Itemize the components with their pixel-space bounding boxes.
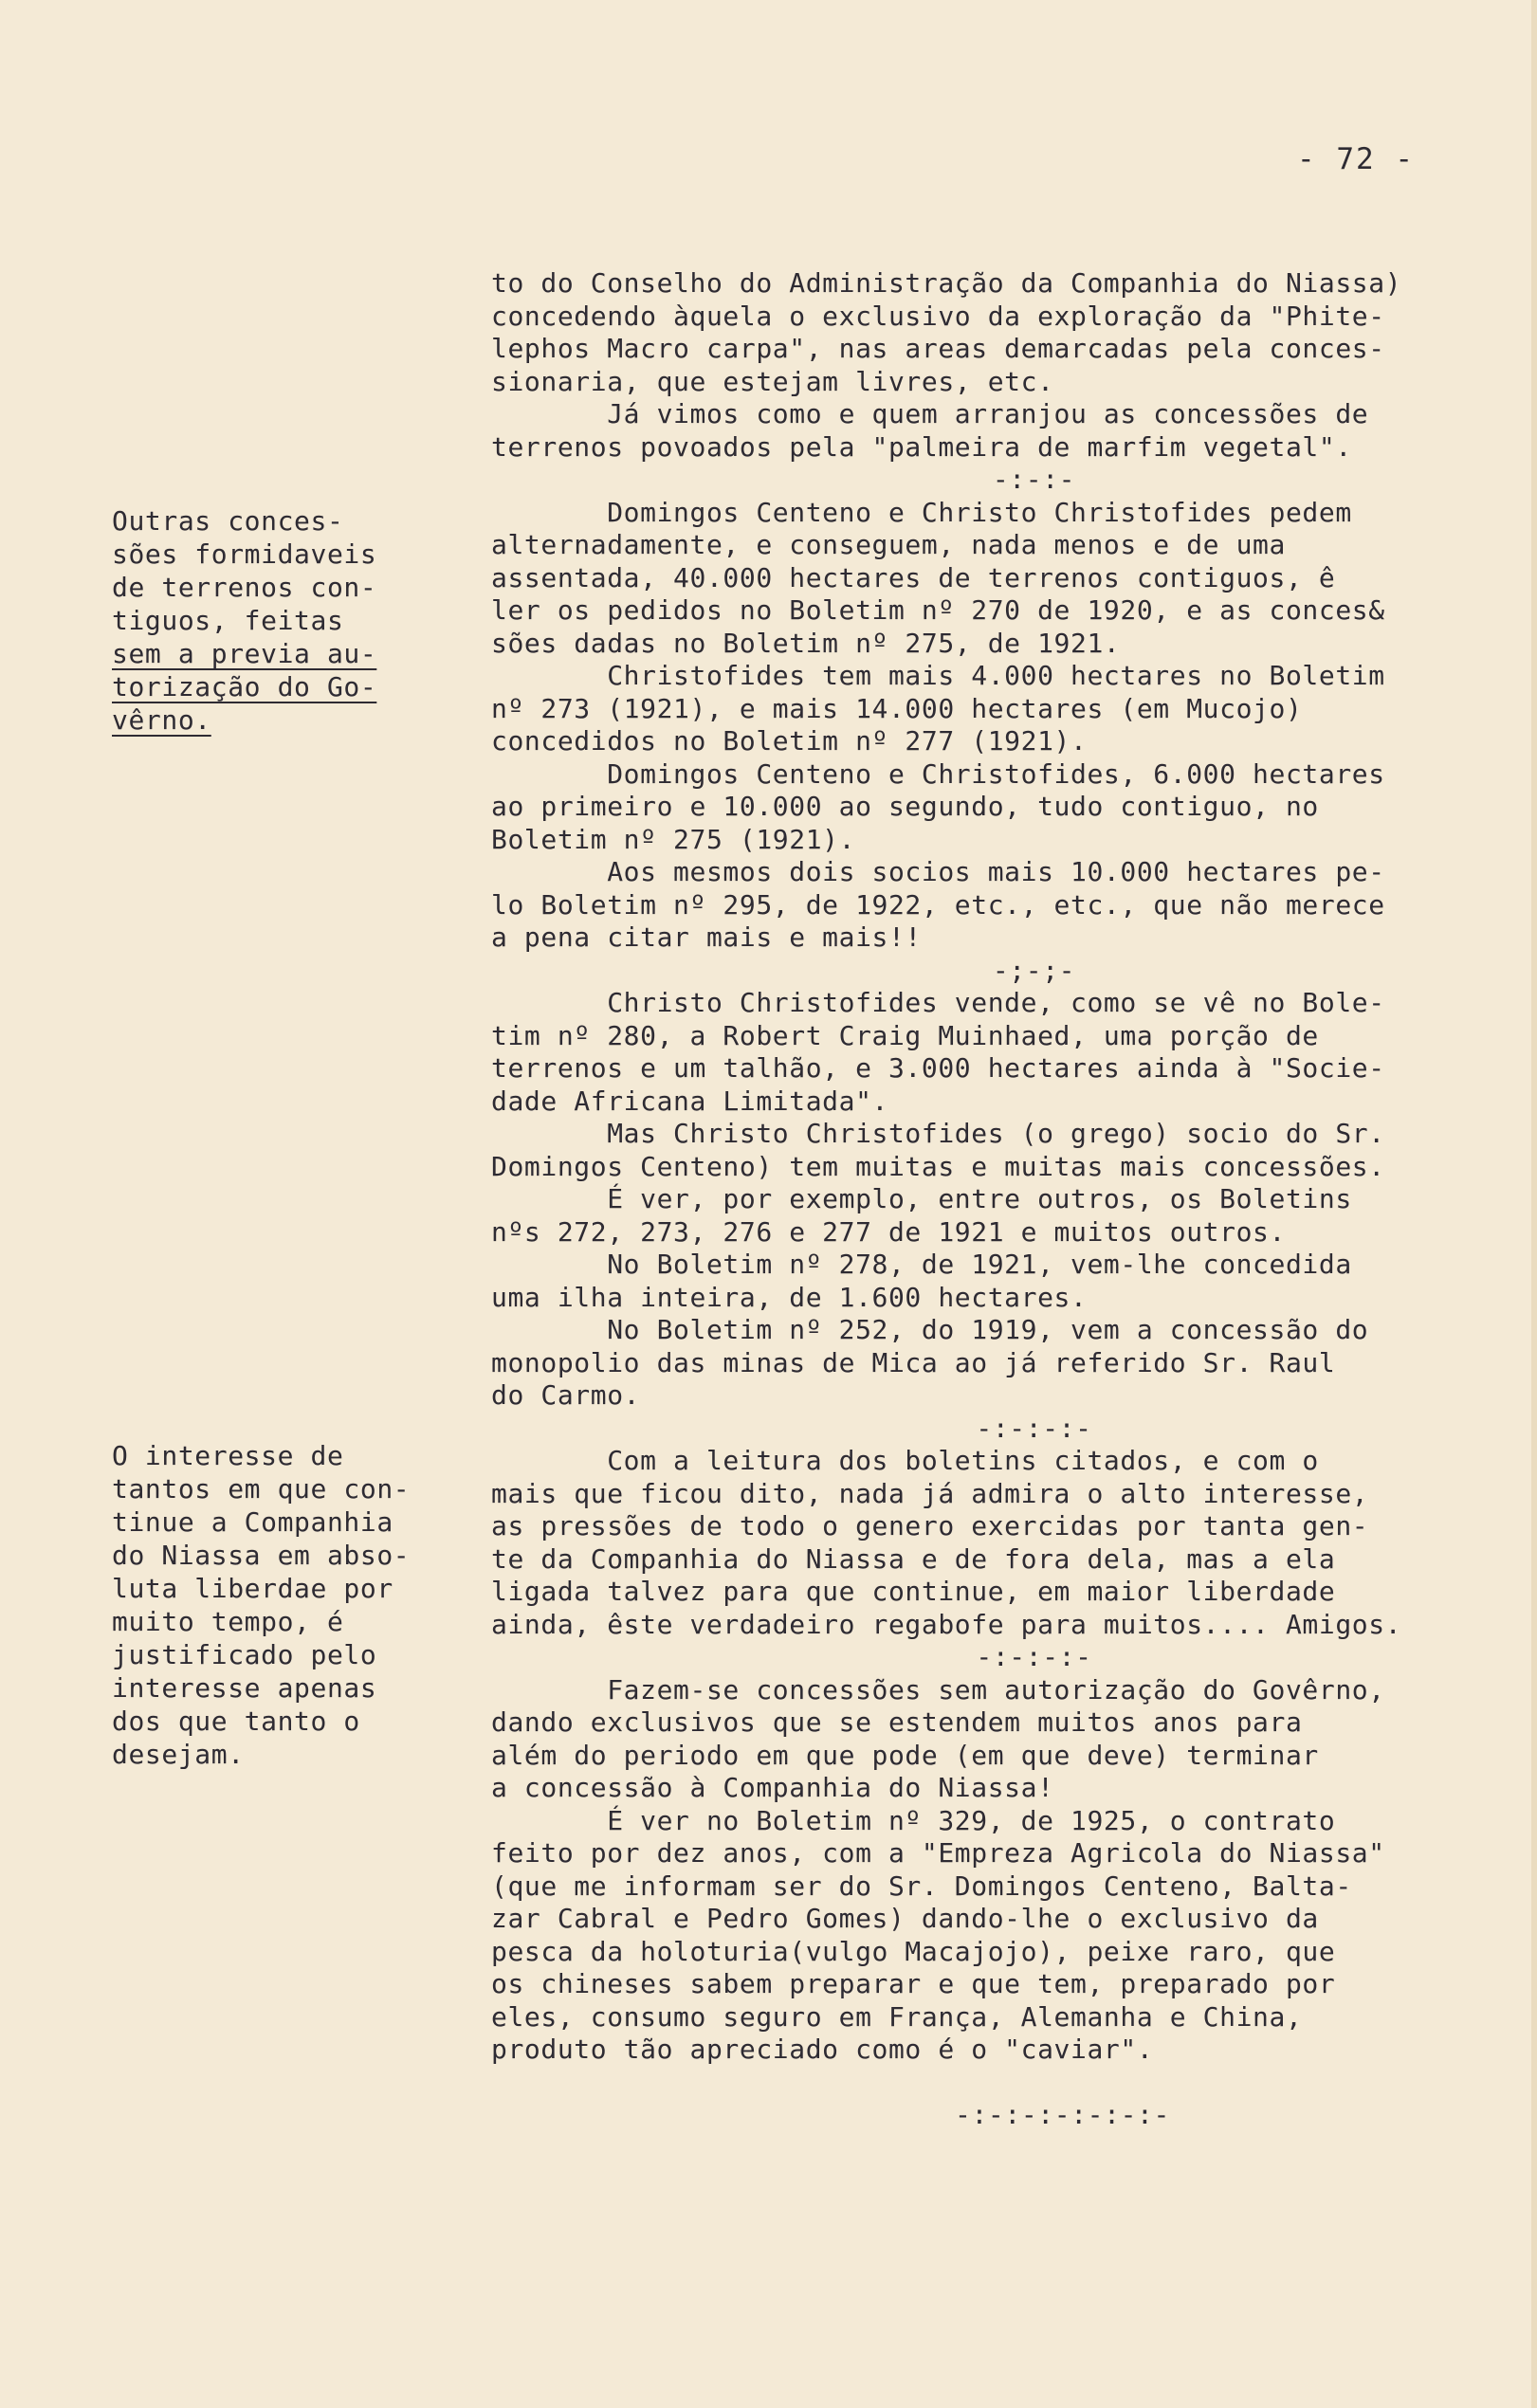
text-line: concedendo àquela o exclusivo da exploração da "Phite- bbox=[491, 300, 1385, 332]
text-line: ler os pedidos no Boletim nº 270 de 1920, e as conces& bbox=[491, 594, 1385, 626]
text-line: Com a leitura dos boletins citados, e com o bbox=[491, 1445, 1319, 1476]
margin-note-line: tinue a Companhia bbox=[112, 1506, 393, 1538]
section-separator: -:-:- bbox=[992, 464, 1076, 495]
text-line: terrenos povoados pela "palmeira de marfim vegetal". bbox=[491, 430, 1352, 463]
text-line: É ver no Boletim nº 329, de 1925, o contrato bbox=[491, 1804, 1336, 1836]
section-separator: -:-:-:- bbox=[976, 1412, 1092, 1444]
margin-note-line: luta liberdae por bbox=[112, 1573, 393, 1604]
margin-note-line: sem a previa au- bbox=[112, 638, 377, 669]
margin-note-2 bbox=[112, 1439, 444, 1771]
text-line: É ver, por exemplo, entre outros, os Boletins bbox=[491, 1183, 1352, 1214]
text-line: Já vimos como e quem arranjou as concessões de bbox=[491, 398, 1369, 429]
text-line: ao primeiro e 10.000 ao segundo, tudo contiguo, no bbox=[491, 791, 1319, 822]
text-line: pesca da holoturia(vulgo Macajojo), peixe raro, que bbox=[491, 1935, 1336, 1967]
text-line: ligada talvez para que continue, em maior liberdade bbox=[491, 1576, 1336, 1607]
text-line: Mas Christo Christofides (o grego) socio do Sr. bbox=[491, 1118, 1385, 1149]
text-line: Christo Christofides vende, como se vê no Bole- bbox=[491, 987, 1385, 1018]
text-line: concedidos no Boletim nº 277 (1921). bbox=[491, 725, 1088, 757]
margin-note-line: tantos em que con- bbox=[112, 1473, 411, 1505]
page-edge-shadow bbox=[1531, 0, 1537, 2408]
text-line: to do Conselho do Administração da Companhia do Niassa) bbox=[491, 267, 1402, 299]
text-line: lo Boletim nº 295, de 1922, etc., etc., que não merece bbox=[491, 888, 1385, 921]
text-line: zar Cabral e Pedro Gomes) dando-lhe o exclusivo da bbox=[491, 1903, 1319, 1934]
margin-note-line: interesse apenas bbox=[112, 1672, 377, 1704]
margin-note-line: desejam. bbox=[112, 1739, 245, 1770]
text-line: alternadamente, e conseguem, nada menos e de uma bbox=[491, 529, 1286, 560]
text-line: No Boletim nº 278, de 1921, vem-lhe concedida bbox=[491, 1249, 1352, 1280]
text-line: as pressões de todo o genero exercidas por tanta gen- bbox=[491, 1510, 1369, 1541]
section-separator: -;-;- bbox=[992, 954, 1076, 986]
margin-note-line: justificado pelo bbox=[112, 1639, 377, 1670]
text-line: Christofides tem mais 4.000 hectares no Boletim bbox=[491, 660, 1385, 691]
text-line: os chineses sabem preparar e que tem, preparado por bbox=[491, 1968, 1336, 1999]
text-line: nº 273 (1921), e mais 14.000 hectares (em Mucojo) bbox=[491, 692, 1303, 724]
text-line: Domingos Centeno e Christo Christofides pedem bbox=[491, 496, 1352, 528]
text-line: sões dadas no Boletim nº 275, de 1921. bbox=[491, 627, 1121, 659]
text-line: Boletim nº 275 (1921). bbox=[491, 823, 856, 855]
text-line: Aos mesmos dois socios mais 10.000 hectares pe- bbox=[491, 856, 1385, 887]
margin-note-line: de terrenos con- bbox=[112, 572, 377, 603]
margin-note-line: dos que tanto o bbox=[112, 1706, 360, 1737]
text-line: Domingos Centeno) tem muitas e muitas mais concessões. bbox=[491, 1150, 1385, 1182]
text-line: lephos Macro carpa", nas areas demarcadas pela conces- bbox=[491, 333, 1385, 364]
text-line: feito por dez anos, com a "Empreza Agricola do Niassa" bbox=[491, 1837, 1385, 1869]
text-line: te da Companhia do Niassa e de fora dela, mas a ela bbox=[491, 1542, 1336, 1575]
text-line: além do periodo em que pode (em que deve) terminar bbox=[491, 1739, 1319, 1771]
margin-note-line: do Niassa em abso- bbox=[112, 1540, 411, 1571]
text-line: a pena citar mais e mais!! bbox=[491, 921, 922, 953]
text-line: assentada, 40.000 hectares de terrenos contiguos, ê bbox=[491, 561, 1336, 593]
text-line: tim nº 280, a Robert Craig Muinhaed, uma porção de bbox=[491, 1019, 1319, 1051]
page-number: - 72 - bbox=[1297, 142, 1415, 176]
margin-note-line: torização do Go- bbox=[112, 671, 377, 702]
text-line: Fazem-se concessões sem autorização do Govêrno, bbox=[491, 1673, 1385, 1706]
text-line: Domingos Centeno e Christofides, 6.000 hectares bbox=[491, 757, 1385, 790]
margin-note-line: vêrno. bbox=[112, 704, 211, 736]
text-line: mais que ficou dito, nada já admira o alto interesse, bbox=[491, 1477, 1369, 1509]
text-line: sionaria, que estejam livres, etc. bbox=[491, 365, 1054, 397]
text-line: monopolio das minas de Mica ao já referido Sr. Raul bbox=[491, 1346, 1336, 1378]
text-line: No Boletim nº 252, do 1919, vem a concessão do bbox=[491, 1314, 1369, 1345]
text-line: uma ilha inteira, de 1.600 hectares. bbox=[491, 1281, 1088, 1313]
text-line: do Carmo. bbox=[491, 1379, 641, 1411]
margin-note-line: sões formidaveis bbox=[112, 538, 377, 570]
main-text bbox=[491, 267, 1520, 2131]
text-line: a concessão à Companhia do Niassa! bbox=[491, 1772, 1054, 1803]
section-separator: -:-:-:- bbox=[976, 1641, 1092, 1672]
margin-note-line: O interesse de bbox=[112, 1440, 344, 1471]
text-line: produto tão apreciado como é o "caviar". bbox=[491, 2034, 1154, 2065]
text-line: (que me informam ser do Sr. Domingos Centeno, Balta- bbox=[491, 1870, 1352, 1902]
text-line: nºs 272, 273, 276 e 277 de 1921 e muitos outros. bbox=[491, 1215, 1286, 1248]
text-line: ainda, êste verdadeiro regabofe para muitos.... Amigos. bbox=[491, 1608, 1402, 1640]
text-line: dando exclusivos que se estendem muitos anos para bbox=[491, 1706, 1303, 1738]
margin-note-line: Outras conces- bbox=[112, 505, 344, 537]
margin-note-line: muito tempo, é bbox=[112, 1606, 344, 1637]
margin-note-1 bbox=[112, 504, 444, 737]
margin-note-line: tiguos, feitas bbox=[112, 605, 344, 636]
text-line: terrenos e um talhão, e 3.000 hectares ainda à "Socie- bbox=[491, 1052, 1385, 1084]
end-separator: -:-:-:-:-:-:- bbox=[955, 2098, 1170, 2130]
text-line: eles, consumo seguro em França, Alemanha e China, bbox=[491, 2000, 1303, 2033]
text-line: dade Africana Limitada". bbox=[491, 1085, 888, 1117]
